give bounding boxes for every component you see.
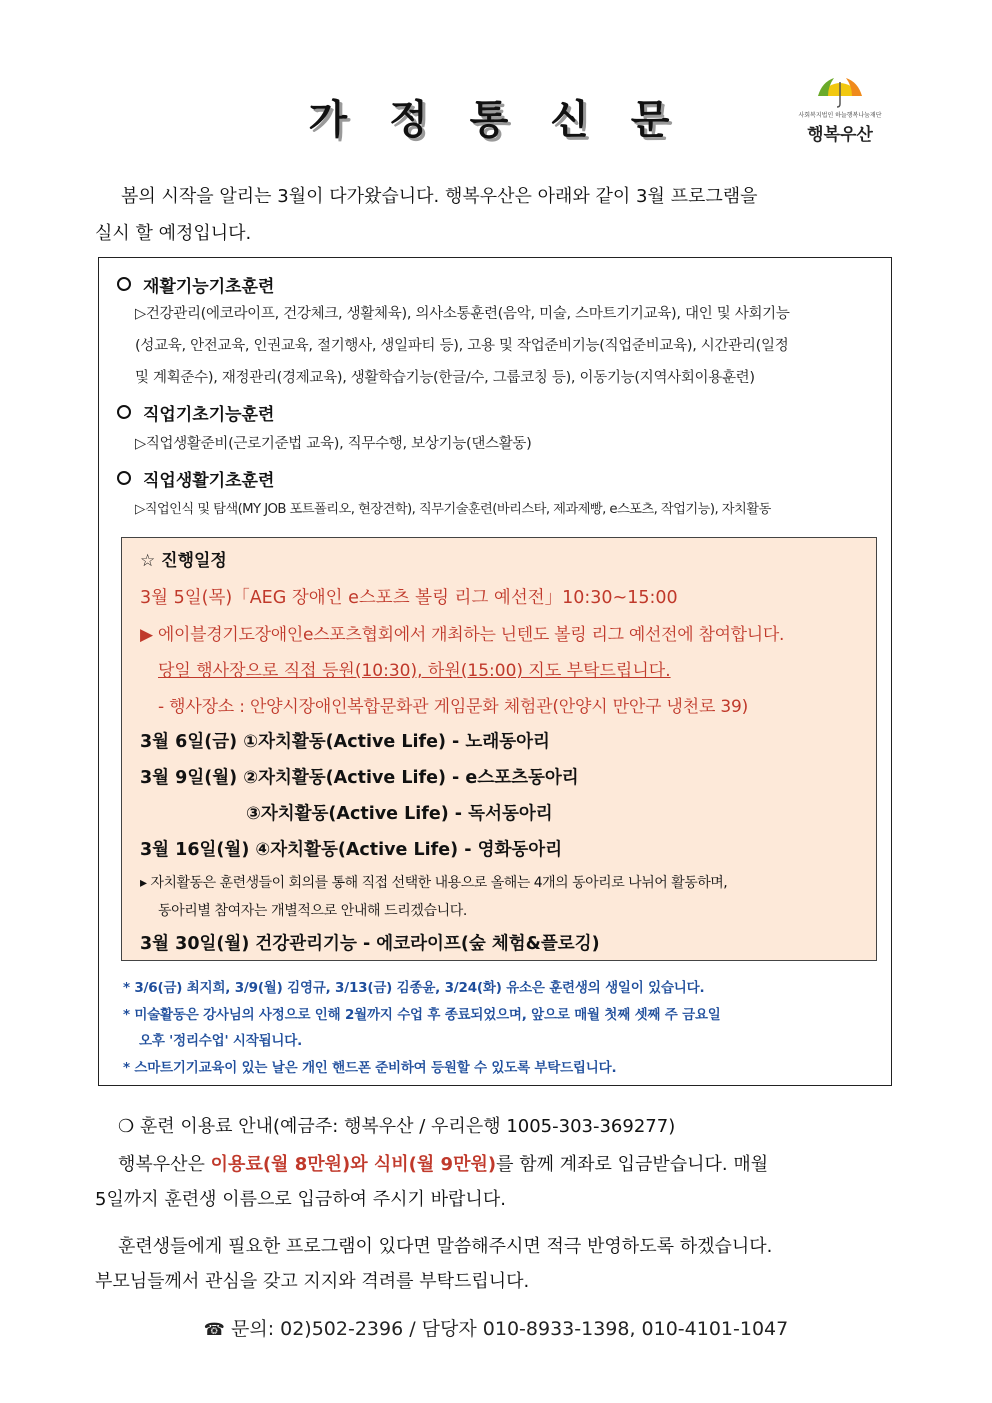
detail-line: ▷직업인식 및 탐색(MY JOB 포트폴리오, 현장견학), 직무기술훈련(바리스타, 제과제빵, e스포츠, 작업기능), 자치활동 [135,502,771,517]
program-box [98,257,892,1086]
club-note: ▸ 자치활동은 훈련생들이 회의를 통해 직접 선택한 내용으로 올해는 4개의 동아리로 나뉘어 활동하며, [140,875,728,891]
fee-line-2: 5일까지 훈련생 이름으로 입금하여 주시기 바랍니다. [95,1189,506,1210]
club-note: 동아리별 참여자는 개별적으로 안내해 드리겠습니다. [158,903,467,919]
section-detail-rehab [135,298,881,394]
logo [790,76,890,145]
event-description: ▶ 에이블경기도장애인e스포츠협회에서 개최하는 닌텐도 볼링 리그 예선전에 참여합니다. [140,625,785,645]
detail-line: 및 계획준수), 재정관리(경제교육), 생활학습기능(한글/수, 그룹코칭 등), 이동기능(지역사회이용훈련) [135,370,755,386]
circle-bullet-icon [117,405,131,419]
section-title: 직업생활기초훈련 [143,471,275,491]
intro-line-1: 봄의 시작을 알리는 3월이 다가왔습니다. 행복우산은 아래와 같이 3월 프로그램을 [121,186,758,207]
schedule-item: 3월 16일(월) ④자치활동(Active Life) - 영화동아리 [140,840,563,860]
fee-heading: ❍ 훈련 이용료 안내(예금주: 행복우산 / 우리은행 1005-303-369277) [118,1116,676,1137]
section-heading-job-life [117,466,274,491]
section-detail-job-basic [135,428,881,460]
section-heading-job-basic [117,400,274,425]
fee-text: 행복우산은 [118,1154,211,1175]
logo-subtitle: 사회복지법인 하늘행복나눔재단 [798,112,882,119]
phone-icon: ☎ [203,1320,225,1340]
section-detail-job-life [135,494,881,526]
schedule-item: ③자치활동(Active Life) - 독서동아리 [246,804,553,824]
schedule-item: 3월 30일(월) 건강관리기능 - 에코라이프(숲 체험&플로깅) [140,934,600,954]
umbrella-icon [814,76,866,108]
event-arrival-note: 당일 행사장으로 직접 등원(10:30), 하원(15:00) 지도 부탁드립니다. [158,661,671,681]
smart-device-note: * 스마트기기교육이 있는 날은 개인 핸드폰 준비하여 등원할 수 있도록 부탁드립니다. [123,1060,617,1076]
intro-line-2: 실시 할 예정입니다. [95,223,252,244]
event-place: - 행사장소 : 안양시장애인복합문화관 게임문화 체험관(안양시 만안구 냉천로 39) [158,697,749,717]
art-class-note-cont: 오후 '정리수업' 시작됩니다. [139,1033,303,1049]
art-class-note: * 미술활동은 강사님의 사정으로 인해 2월까지 수업 후 종료되었으며, 앞으로 매월 첫째 셋째 주 금요일 [123,1007,721,1023]
circle-bullet-icon [117,277,131,291]
fee-text: 를 함께 계좌로 입금받습니다. 매월 [496,1154,769,1175]
fee-highlight: 이용료(월 8만원)와 식비(월 9만원) [210,1154,497,1175]
birthday-note: * 3/6(금) 최지희, 3/9(월) 김영규, 3/13(금) 김종윤, 3/24(화) 유소은 훈련생의 생일이 있습니다. [123,980,705,996]
intro-paragraph [95,178,897,252]
detail-line: (성교육, 안전교육, 인권교육, 절기행사, 생일파티 등), 고용 및 작업준비기능(직업준비교육), 시간관리(일정 [135,338,789,354]
page-title: 가 정 통 신 문 [308,97,684,143]
closing-line-2: 부모님들께서 관심을 갖고 지지와 격려를 부탁드립니다. [95,1271,530,1292]
fee-line-1 [118,1150,897,1176]
detail-line: ▷직업생활준비(근로기준법 교육), 직무수행, 보상기능(댄스활동) [135,436,532,452]
section-title: 직업기초기능훈련 [143,405,275,425]
schedule-heading: ☆ 진행일정 [140,551,227,571]
logo-name: 행복우산 [807,125,873,145]
section-heading-rehab [117,272,274,297]
circle-bullet-icon [117,471,131,485]
contact-info [0,1314,992,1341]
schedule-box [121,537,877,961]
schedule-item: 3월 9일(월) ②자치활동(Active Life) - e스포츠동아리 [140,768,579,788]
contact-text: 문의: 02)502-2396 / 담당자 010-8933-1398, 010-4101-1047 [230,1318,789,1340]
detail-line: ▷건강관리(에코라이프, 건강체크, 생활체육), 의사소통훈련(음악, 미술, 스마트기기교육), 대인 및 사회기능 [135,306,790,322]
closing-line-1: 훈련생들에게 필요한 프로그램이 있다면 말씀해주시면 적극 반영하도록 하겠습니다. [118,1236,773,1257]
event-title: 3월 5일(목)「AEG 장애인 e스포츠 볼링 리그 예선전」10:30~15:00 [140,588,678,608]
schedule-item: 3월 6일(금) ①자치활동(Active Life) - 노래동아리 [140,732,550,752]
section-title: 재활기능기초훈련 [143,277,275,297]
